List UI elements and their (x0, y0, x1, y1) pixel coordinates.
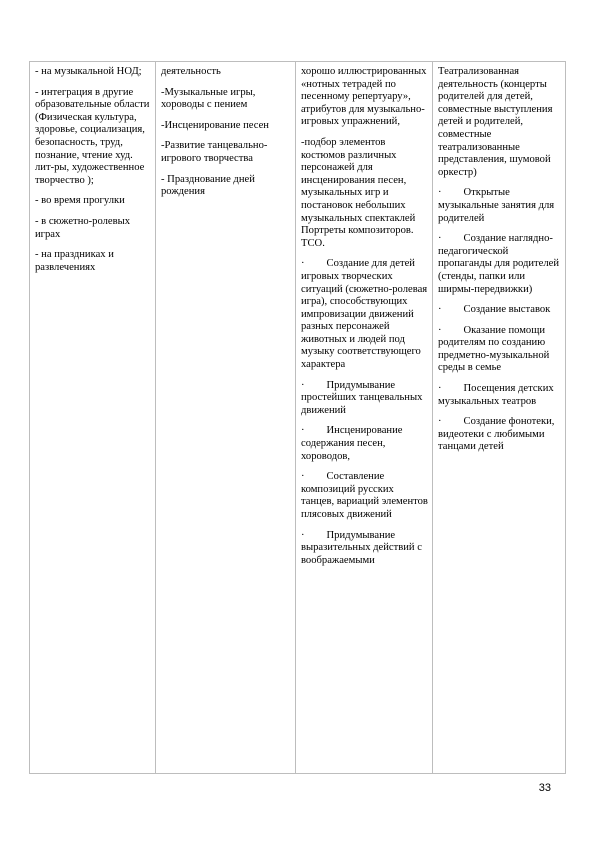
col2-item: -Музыкальные игры, хороводы с пением (161, 86, 256, 111)
col4-bullet-item (438, 187, 561, 225)
col4-bullet-item (438, 325, 561, 375)
col1-item: - на музыкальной НОД; (35, 66, 142, 77)
content-table (29, 61, 566, 774)
bullet-text: Придумывание выразительных действий с воображаемыми (301, 529, 422, 566)
col3-bullet-item (301, 471, 428, 521)
bullet-text: Создание выставок (463, 304, 551, 316)
col3-bullet-item (301, 530, 428, 568)
bullet-mark: · (438, 416, 442, 428)
col3-bullet-item (301, 258, 428, 371)
bullet-text: Создание для детей игровых творческих ситуаций (сюжетно-ролевая игра), способствующих импровизации движений разных персонажей животных и людей под музыку соответствующего характера (301, 258, 428, 371)
col1-item: - во время прогулки (35, 195, 125, 207)
bullet-mark: · (438, 383, 442, 395)
bullet-mark: · (301, 425, 305, 437)
bullet-text: Посещения детских музыкальных театров (438, 383, 554, 407)
col3-paragraph: -подбор элементов костюмов различных персонажей для инсценирования песен, музыкальных игр и постановок небольших музыкальных спектаклей Портреты композиторов. ТСО. (301, 136, 416, 249)
bullet-mark: · (301, 529, 305, 541)
bullet-text: Создание фонотеки, видеотеки с любимыми танцами детей (438, 416, 555, 453)
col4-bullet-item (438, 233, 561, 296)
bullet-text: Придумывание простейших танцевальных движений (301, 379, 423, 416)
col3-bullet-item (301, 380, 428, 418)
table-cell-col4 (433, 62, 566, 774)
col2-item: -Инсценирование песен (161, 119, 269, 131)
bullet-text: Создание наглядно-педагогической пропаганды для родителей (стенды, папки или ширмы-передвижки) (438, 233, 560, 295)
col3-intro: хорошо иллюстрированных «нотных тетрадей по песенному репертуару», атрибутов для музыкально-игровых упражнений, (301, 66, 427, 128)
col1-item: - в сюжетно-ролевых играх (35, 215, 131, 240)
page-table-wrapper (29, 61, 565, 774)
bullet-mark: · (301, 471, 305, 483)
col1-item: - интеграция в другие образовательные области (Физическая культура, здоровье, социализация, безопасность, труд, познание, чтение худ. лит-ры, художественное творчество ); (35, 86, 150, 186)
page-number: 33 (538, 782, 551, 794)
col4-bullet-item (438, 416, 561, 454)
table-cell-col2 (156, 62, 296, 774)
col2-item: деятельность (161, 66, 221, 77)
col4-bullet-item (438, 383, 561, 408)
table-cell-col1 (30, 62, 156, 774)
col3-bullet-item (301, 425, 428, 463)
bullet-mark: · (438, 304, 442, 316)
col2-item: -Развитие танцевально-игрового творчества (161, 140, 268, 164)
col4-intro: Театрализованная деятельность (концерты родителей для детей, совместные выступления детей и родителей, совместные театрализованные представления, шумовой оркестр) (438, 66, 553, 178)
table-row (30, 62, 566, 774)
bullet-mark: · (438, 324, 442, 336)
col2-item: - Празднование дней рождения (161, 173, 255, 198)
bullet-text: Оказание помощи родителям по созданию предметно-музыкальной среды в семье (438, 324, 550, 374)
bullet-text: Инсценирование содержания песен, хороводов, (301, 425, 403, 462)
table-cell-col3 (296, 62, 433, 774)
bullet-mark: · (438, 233, 442, 245)
bullet-mark: · (301, 258, 305, 270)
bullet-text: Открытые музыкальные занятия для родителей (438, 187, 555, 224)
bullet-mark: · (438, 187, 442, 199)
bullet-mark: · (301, 379, 305, 391)
col1-item: - на праздниках и развлечениях (35, 249, 114, 273)
bullet-text: Составление композиций русских танцев, вариаций элементов плясовых движений (301, 471, 428, 520)
col4-bullet-item (438, 304, 561, 317)
